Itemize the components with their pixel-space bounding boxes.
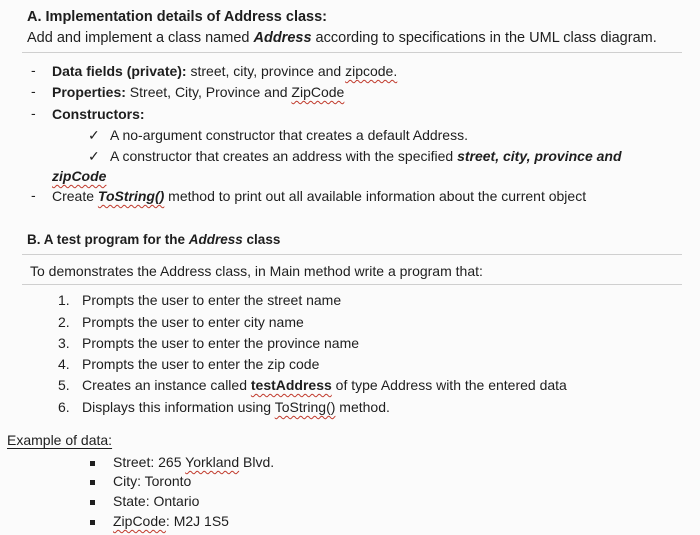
example-state: State: Ontario — [113, 493, 200, 509]
divider-b2 — [22, 284, 682, 285]
zipcode-label: ZipCode — [113, 513, 166, 529]
intro-text-post: according to specifications in the UML class diagram. — [311, 30, 657, 46]
square-bullet — [90, 461, 95, 466]
list-item-number: 3. — [58, 335, 70, 351]
data-fields-text: street, city, province and — [186, 63, 346, 79]
section-a-heading: A. Implementation details of Address class: — [27, 9, 328, 25]
square-bullet — [90, 500, 95, 505]
list-item-text: Displays this information using — [82, 399, 275, 415]
constructor-1: A no-argument constructor that creates a default Address. — [110, 127, 468, 143]
tostring-method-name: ToString() — [274, 399, 336, 415]
create-method-name: ToString() — [97, 188, 165, 204]
constructor-2-params: street, city, province and — [457, 148, 622, 164]
dash-bullet: - — [31, 83, 36, 99]
properties-zipcode: ZipCode — [291, 84, 345, 100]
properties-text: Street, City, Province and — [125, 84, 292, 100]
example-heading: Example of data: — [7, 432, 113, 448]
test-address-name: testAddress — [250, 377, 332, 393]
properties-line — [52, 83, 344, 101]
list-item-text: Creates an instance called — [82, 377, 251, 393]
section-b-heading-pre: B. A test program for the — [27, 232, 189, 247]
street-name: Yorkland — [185, 454, 240, 470]
list-item-number: 1. — [58, 292, 70, 308]
list-item — [58, 376, 567, 394]
list-item-text: Prompts the user to enter the street name — [82, 292, 342, 308]
create-tostring-line — [52, 187, 586, 205]
dash-bullet: - — [31, 187, 36, 203]
list-item — [58, 398, 390, 416]
intro-class-name: Address — [253, 30, 312, 46]
constructor-2-zipcode: zipCode — [52, 168, 107, 184]
section-b-class-name: Address — [188, 232, 243, 247]
dash-bullet: - — [31, 105, 36, 121]
constructor-2 — [110, 147, 622, 165]
list-item — [58, 355, 319, 373]
section-a-intro — [27, 29, 657, 47]
list-item-number: 5. — [58, 377, 70, 393]
square-bullet — [90, 520, 95, 525]
list-item-number: 2. — [58, 314, 70, 330]
create-text-post: method to print out all available information about the current object — [164, 188, 587, 204]
list-item-text: Prompts the user to enter the province name — [82, 335, 360, 351]
example-city: City: Toronto — [113, 473, 192, 489]
data-fields-label: Data fields (private): — [52, 63, 187, 79]
dash-bullet: - — [31, 62, 36, 78]
section-b-intro: To demonstrates the Address class, in Main method write a program that: — [30, 263, 483, 279]
create-text-pre: Create — [52, 188, 98, 204]
list-item-text: Prompts the user to enter city name — [82, 314, 304, 330]
section-b-heading — [27, 231, 280, 249]
divider-a — [22, 52, 682, 53]
constructors-label: Constructors: — [52, 106, 145, 122]
properties-label: Properties: — [52, 84, 126, 100]
example-zipcode — [113, 512, 229, 530]
example-street — [113, 453, 274, 471]
list-item — [58, 334, 359, 352]
divider-b1 — [22, 254, 682, 255]
square-bullet — [90, 480, 95, 485]
list-item-number: 6. — [58, 399, 70, 415]
constructor-2-text: A constructor that creates an address with the specified — [110, 148, 458, 164]
check-icon: ✓ — [88, 148, 100, 164]
list-item — [58, 291, 341, 309]
list-item — [58, 313, 304, 331]
list-item-text: method. — [335, 399, 390, 415]
street-suffix: Blvd. — [239, 454, 275, 470]
data-fields-zipcode: zipcode. — [345, 63, 398, 79]
check-icon: ✓ — [88, 127, 100, 143]
list-item-number: 4. — [58, 356, 70, 372]
street-text: Street: 265 — [113, 454, 186, 470]
zipcode-value: : M2J 1S5 — [165, 513, 229, 529]
data-fields-line — [52, 62, 397, 80]
intro-text-pre: Add and implement a class named — [27, 30, 254, 46]
list-item-text: Prompts the user to enter the zip code — [82, 356, 320, 372]
section-b-heading-post: class — [242, 232, 281, 247]
list-item-text: of type Address with the entered data — [331, 377, 567, 393]
